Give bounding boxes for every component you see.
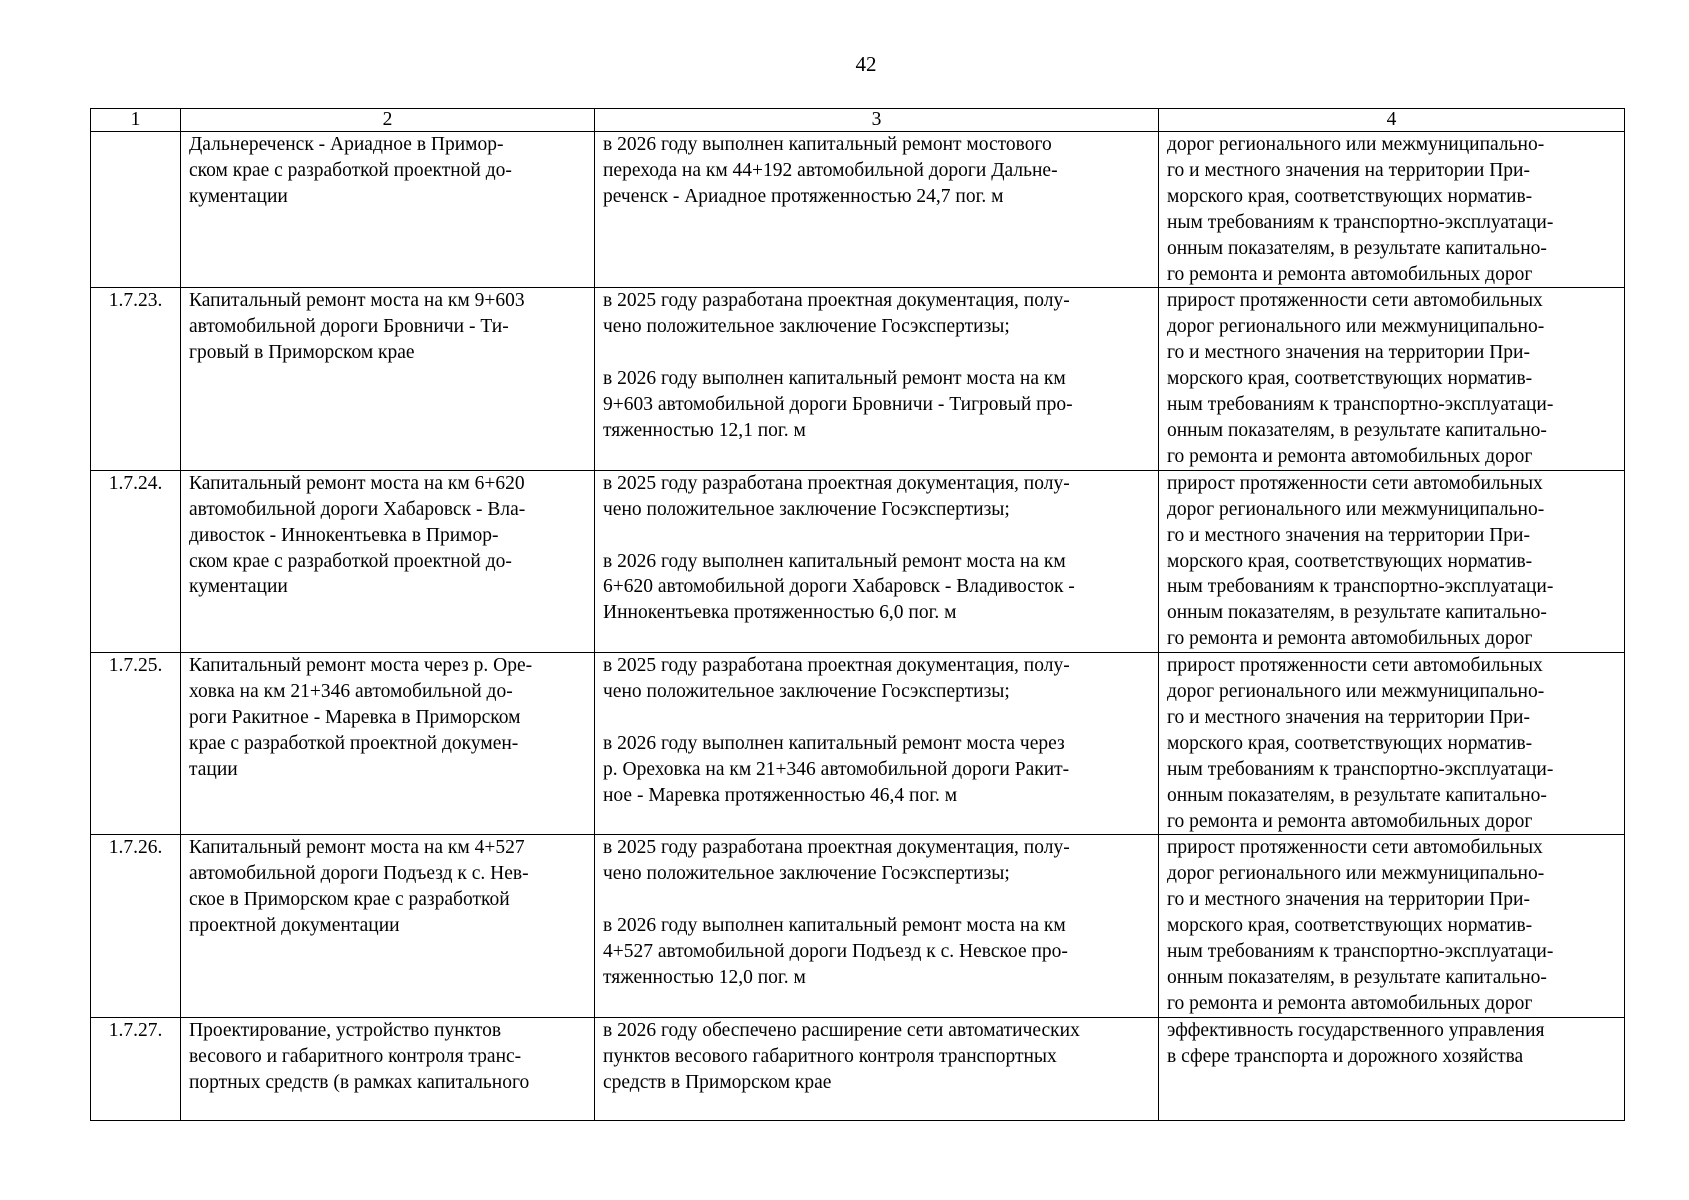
table-row [91,835,1625,1017]
expected-result-cell: в 2026 году выполнен капитальный ремонт мостового перехода на км 44+192 автомобильной дороги Дальне- реченск - Ариадное протяженностью 24,7 пог. м [595,132,1159,288]
table-row [91,653,1625,835]
row-number-cell: 1.7.25. [91,653,181,835]
measure-name-cell: Капитальный ремонт моста на км 4+527 автомобильной дороги Подъезд к с. Нев- ское в Приморском крае с разработкой проектной документации [181,835,595,1017]
expected-result-cell: в 2025 году разработана проектная документация, полу- чено положительное заключение Госэкспертизы; в 2026 году выполнен капитальный ремонт моста на км 4+527 автомобильной дороги Подъезд к с. Невское про- тяженностью 12,0 пог. м [595,835,1159,1017]
indicator-cell: прирост протяженности сети автомобильных дорог регионального или межмуниципально- го и местного значения на территории При- морского края, соответствующих норматив- ным требованиям к транспортно-эксплуатаци- онным показателям, в результате капитально- го ремонта и ремонта автомобильных дорог [1159,470,1625,652]
table-row [91,1017,1625,1120]
measure-name-cell: Капитальный ремонт моста на км 9+603 автомобильной дороги Бровничи - Ти- гровый в Приморском крае [181,288,595,470]
row-number-cell: 1.7.27. [91,1017,181,1120]
expected-result-cell: в 2025 году разработана проектная документация, полу- чено положительное заключение Госэкспертизы; в 2026 году выполнен капитальный ремонт моста на км 9+603 автомобильной дороги Бровничи - Тигровый про- тяженностью 12,1 пог. м [595,288,1159,470]
table-row [91,132,1625,288]
indicator-cell: дорог регионального или межмуниципально- го и местного значения на территории При- морского края, соответствующих норматив- ным требованиям к транспортно-эксплуатаци- онным показателям, в результате капитально- го ремонта и ремонта автомобильных дорог [1159,132,1625,288]
measure-name-cell: Капитальный ремонт моста через р. Оре- ховка на км 21+346 автомобильной до- роги Ракитное - Маревка в Приморском крае с разработкой проектной докумен- тации [181,653,595,835]
indicator-cell: прирост протяженности сети автомобильных дорог регионального или межмуниципально- го и местного значения на территории При- морского края, соответствующих норматив- ным требованиям к транспортно-эксплуатаци- онным показателям, в результате капитально- го ремонта и ремонта автомобильных дорог [1159,288,1625,470]
expected-result-cell: в 2025 году разработана проектная документация, полу- чено положительное заключение Госэкспертизы; в 2026 году выполнен капитальный ремонт моста через р. Ореховка на км 21+346 автомобильной дороги Ракит- ное - Маревка протяженностью 46,4 пог. м [595,653,1159,835]
measure-name-cell: Дальнереченск - Ариадное в Примор- ском крае с разработкой проектной до- кументации [181,132,595,288]
table-row [91,288,1625,470]
column-header-2: 2 [181,109,595,132]
row-number-cell [91,132,181,288]
column-header-1: 1 [91,109,181,132]
measure-name-cell: Капитальный ремонт моста на км 6+620 автомобильной дороги Хабаровск - Вла- дивосток - Иннокентьевка в Примор- ском крае с разработкой проектной до- кументации [181,470,595,652]
table-header-row [91,109,1625,132]
indicator-cell: прирост протяженности сети автомобильных дорог регионального или межмуниципально- го и местного значения на территории При- морского края, соответствующих норматив- ным требованиям к транспортно-эксплуатаци- онным показателям, в результате капитально- го ремонта и ремонта автомобильных дорог [1159,835,1625,1017]
row-number-cell: 1.7.26. [91,835,181,1017]
row-number-cell: 1.7.23. [91,288,181,470]
table-row [91,470,1625,652]
page-number: 42 [855,52,877,76]
indicator-cell: эффективность государственного управления в сфере транспорта и дорожного хозяйства [1159,1017,1625,1120]
measures-table [90,108,1625,1121]
expected-result-cell: в 2026 году обеспечено расширение сети автоматических пунктов весового габаритного контроля транспортных средств в Приморском крае [595,1017,1159,1120]
expected-result-cell: в 2025 году разработана проектная документация, полу- чено положительное заключение Госэкспертизы; в 2026 году выполнен капитальный ремонт моста на км 6+620 автомобильной дороги Хабаровск - Владивосток - Иннокентьевка протяженностью 6,0 пог. м [595,470,1159,652]
row-number-cell: 1.7.24. [91,470,181,652]
column-header-4: 4 [1159,109,1625,132]
measure-name-cell: Проектирование, устройство пунктов весового и габаритного контроля транс- портных средств (в рамках капитального [181,1017,595,1120]
column-header-3: 3 [595,109,1159,132]
indicator-cell: прирост протяженности сети автомобильных дорог регионального или межмуниципально- го и местного значения на территории При- морского края, соответствующих норматив- ным требованиям к транспортно-эксплуатаци- онным показателям, в результате капитально- го ремонта и ремонта автомобильных дорог [1159,653,1625,835]
